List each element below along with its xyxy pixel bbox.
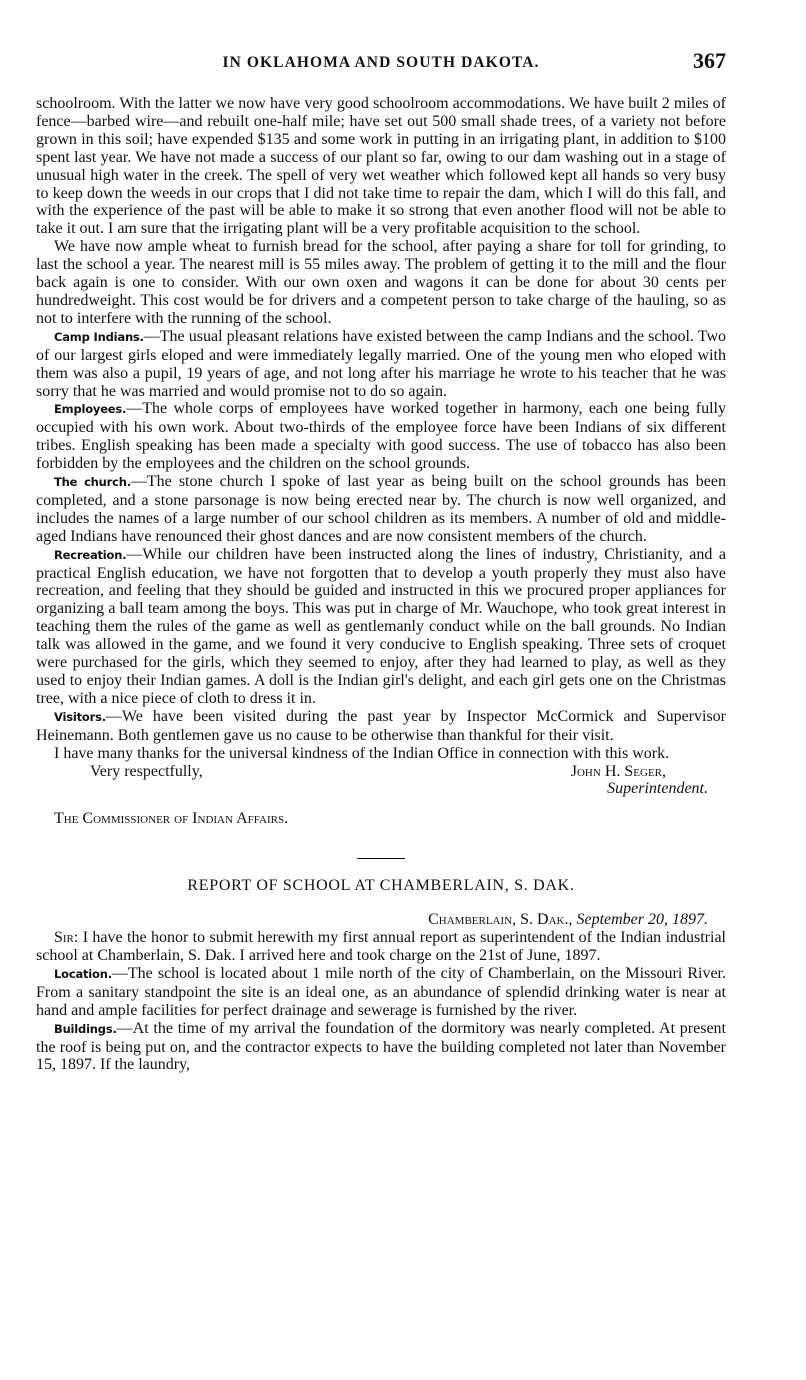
section-divider	[357, 858, 405, 859]
section-employees	[36, 400, 726, 473]
section-text: —We have been visited during the past year by Inspector McCormick and Supervisor Heinemann. Both gentlemen gave us no cause to be otherwise than thankful for their visit.	[36, 707, 726, 744]
section-heading: The church.	[54, 475, 131, 490]
section-location	[36, 965, 726, 1020]
section-camp-indians	[36, 328, 726, 401]
signer-name: John H. Seger,	[570, 762, 666, 780]
paragraph-intro	[36, 929, 726, 965]
addressee: The Commissioner of Indian Affairs.	[54, 810, 289, 828]
section-text: —The usual pleasant relations have existed between the camp Indians and the school. Two of our largest girls eloped and were immediately legally married. One of the young men who eloped with them was also a pupil, 19 years of age, and not long after his marriage he wrote to his teacher that he was sorry that he was married and would promise not to do so again.	[36, 327, 726, 400]
intro-text: I have the honor to submit herewith my first annual report as superintendent of the Indian industrial school at Chamberlain, S. Dak. I arrived here and took charge on the 21st of June, 1897.	[36, 929, 726, 964]
report-title: REPORT OF SCHOOL AT CHAMBERLAIN, S. DAK.	[187, 877, 575, 895]
section-text: —The school is located about 1 mile north of the city of Chamberlain, on the Missouri River. From a sanitary standpoint the site is an ideal one, as an abundance of splendid drinking water is near at hand and ample facilities for perfect drainage and sewerage is furnished by the river.	[36, 964, 726, 1019]
section-text: —The whole corps of employees have worked together in harmony, each one being fully occupied with his own work. About two-thirds of the employee force have been Indians of six different tribes. English speaking has been made a specialty with good success. The use of tobacco has also been forbidden by the employees and the children on the school grounds.	[36, 400, 726, 473]
paragraph-irrigation: schoolroom. With the latter we now have very good schoolroom accommodations. We have built 2 miles of fence—barbed wire—and rebuilt one-half mile; have set out 500 small shade trees, of a variety not before grown in this soil; have expended $135 and some work in putting in an irrigating plant, in addition to $100 spent last year. We have not made a success of our plant so far, owing to our dam washing out in a stage of unusual high water in the creek. The spell of very wet weather which followed kept all hands so very busy to keep down the weeds in our crops that I did not take time to repair the dam, which I will do this fall, and with the experience of the past will be able to make it so strong that even another flood will not be able to take it out. I am sure that the irrigating plant will be a very profitable acquisition to the school.	[36, 95, 726, 238]
section-text: —The stone church I spoke of last year as being built on the school grounds has been completed, and a stone parsonage is now being erected near by. The church is now well organized, and includes the names of a large number of our school children as its members. A number of old and middle-aged Indians have renounced their ghost dances and are now consistent members of the church.	[36, 473, 726, 545]
valediction: Very respectfully,	[90, 762, 203, 780]
section-heading: Location.	[54, 966, 112, 981]
page-header	[36, 46, 726, 76]
paragraph-wheat: We have now ample wheat to furnish bread for the school, after paying a share for toll for grinding, to last the school a year. The nearest mill is 55 miles away. The problem of getting it to the mill and the flour back again is one to consider. With our own oxen and wagons it can be done for about 30 cents per hundredweight. This cost would be for drivers and a competent person to take charge of the hauling, so as not to interfere with the running of the school.	[36, 238, 726, 327]
section-text: —At the time of my arrival the foundation of the dormitory was nearly completed. At present the roof is being put on, and the contractor expects to have the building completed not later than November 15, 1897. If the laundry,	[36, 1019, 726, 1074]
section-text: —While our children have been instructed along the lines of industry, Christianity, and a practical English education, we have not forgotten that to develop a youth properly they must also have recreation, and feeling that they should be guided and instructed in this we procured proper appliances for organizing a ball team among the boys. This was put in charge of Mr. Wauchope, who took great interest in teaching them the rules of the game as well as gentlemanly conduct while on the ball grounds. No Indian talk was allowed in the game, and we found it very conducive to English speaking. Three sets of croquet were purchased for the girls, which they seemed to enjoy, after they had learned to play, as well as they used to enjoy their Indian games. A doll is the Indian girl's delight, and each girl gets one on the Christmas tree, with a nice piece of cloth to dress it in.	[36, 545, 726, 707]
closing-row	[36, 763, 726, 781]
section-heading: Buildings.	[54, 1021, 117, 1036]
section-recreation	[36, 546, 726, 708]
section-heading: Visitors.	[54, 709, 106, 724]
section-heading: Employees.	[54, 402, 127, 417]
signer-title: Superintendent.	[607, 780, 708, 798]
dateline-place: Chamberlain, S. Dak.,	[428, 911, 573, 929]
section-heading: Camp Indians.	[54, 329, 144, 344]
page-number: 367	[693, 48, 726, 73]
section-church	[36, 473, 726, 546]
section-heading: Recreation.	[54, 547, 127, 562]
running-head: IN OKLAHOMA AND SOUTH DAKOTA.	[222, 54, 540, 71]
salutation: Sir:	[54, 929, 79, 947]
dateline-date: September 20, 1897.	[576, 911, 708, 929]
section-buildings	[36, 1020, 726, 1075]
section-visitors	[36, 708, 726, 745]
paragraph-thanks: I have many thanks for the universal kindness of the Indian Office in connection with this work.	[54, 744, 670, 762]
body-text	[36, 95, 726, 1074]
dateline	[36, 911, 726, 929]
